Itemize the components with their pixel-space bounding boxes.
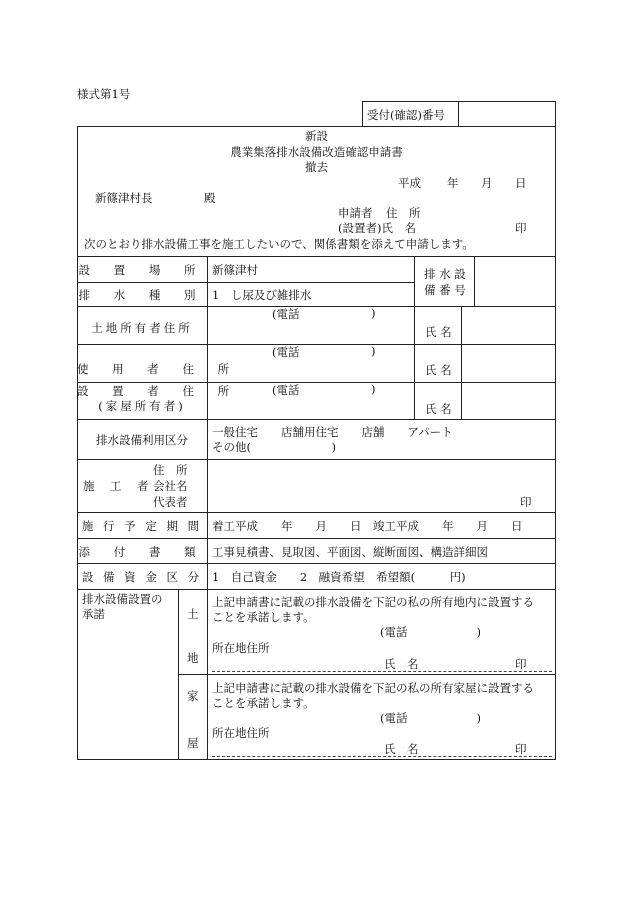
honorific: 殿: [204, 191, 216, 205]
form-number: 様式第1号: [77, 87, 131, 101]
house-seal: 印: [515, 742, 527, 756]
landowner-address-label: 土地所有者住所: [91, 321, 193, 335]
contractor-seal: 印: [520, 495, 532, 509]
house-owner-label: (家屋所有者): [98, 399, 186, 413]
house-address-label: 所在地住所: [212, 726, 270, 740]
location-label: 設 置 場 所: [78, 263, 206, 277]
land-address-label: 所在地住所: [212, 641, 270, 655]
seal-mark: 印: [515, 221, 527, 235]
user-address-field[interactable]: [212, 360, 407, 376]
land-consent-text-1: 上記申請書に記載の排水設備を下記の私の所有地内に設置する: [212, 595, 534, 609]
landowner-phone-open: (電話: [272, 307, 300, 321]
house-phone: (電話 ): [380, 711, 481, 725]
attachments-label: 添 付 書 類: [78, 545, 206, 559]
user-name-label: 氏 名: [425, 363, 452, 377]
date-era: 平成: [398, 176, 421, 190]
land-consent-text-2: ことを承諾します。: [212, 610, 315, 624]
installer-name-field[interactable]: [466, 398, 551, 414]
land-char-2: 地: [187, 651, 199, 665]
receipt-label: 受付(確認)番号: [367, 108, 445, 122]
installer-phone-open: (電話: [272, 383, 300, 397]
contractor-info-field[interactable]: [212, 462, 512, 508]
landowner-address-field[interactable]: [212, 322, 407, 338]
funding-category-value[interactable]: 1 自己資金 2 融資希望 希望額( 円): [212, 570, 466, 584]
consent-label-1: 排水設備設置の: [82, 592, 163, 606]
usage-other[interactable]: その他( ): [212, 440, 336, 454]
installer-address-label: 設 置 者 住 所: [77, 384, 240, 398]
addressee: 新篠津村長: [95, 191, 153, 205]
date-month: 月: [481, 176, 493, 190]
title-remove: 撤去: [305, 160, 328, 174]
contractor-rep-label: 代表者: [153, 495, 188, 509]
date-day: 日: [515, 176, 527, 190]
user-phone-open: (電話: [272, 345, 300, 359]
house-consent-text-1: 上記申請書に記載の排水設備を下記の私の所有家屋に設置する: [212, 681, 534, 695]
contractor-company-label: 会社名: [153, 479, 188, 493]
landowner-name-field[interactable]: [466, 322, 551, 338]
attachments-value: 工事見積書、見取図、平面図、縦断面図、構造詳細図: [212, 545, 488, 559]
installer-phone-close: ): [371, 382, 376, 396]
house-char-1: 家: [187, 689, 199, 703]
house-char-2: 屋: [187, 736, 199, 750]
land-phone: (電話 ): [380, 625, 481, 639]
drain-type-value: 1 し尿及び雑排水: [212, 288, 312, 302]
contractor-address-label: 住 所: [153, 463, 188, 477]
construction-period-value[interactable]: 着工平成 年 月 日 竣工平成 年 月 日: [212, 519, 523, 533]
form-title: 農業集落排水設備改造確認申請書: [230, 145, 403, 159]
house-consent-text-2: ことを承諾します。: [212, 696, 315, 710]
installer-address-field[interactable]: [212, 398, 407, 414]
contractor-label: 施 工 者: [83, 479, 151, 493]
user-phone-close: ): [371, 344, 376, 358]
landowner-name-label: 氏 名: [425, 325, 452, 339]
installer-name-label: (設置者)氏 名: [338, 221, 416, 235]
landowner-phone-close: ): [371, 306, 376, 320]
house-name-label: 氏 名: [384, 742, 419, 756]
location-value: 新篠津村: [212, 263, 258, 277]
land-char-1: 土: [187, 607, 199, 621]
equipment-number-label-1: 排 水 設: [424, 267, 466, 281]
user-address-label: 使 用 者 住 所: [77, 362, 240, 376]
drain-type-label: 排 水 種 別: [78, 288, 206, 302]
date-year: 年: [447, 176, 459, 190]
user-name-field[interactable]: [466, 360, 551, 376]
usage-options[interactable]: 一般住宅 店舗用住宅 店舗 アパート: [212, 425, 453, 439]
land-name-label: 氏 名: [384, 657, 419, 671]
intro-text: 次のとおり排水設備工事を施工したいので、関係書類を添えて申請します。: [84, 237, 474, 251]
consent-label-2: 承諾: [82, 607, 105, 621]
land-seal: 印: [515, 657, 527, 671]
equipment-number-field[interactable]: [480, 275, 550, 291]
installer-name-label: 氏 名: [425, 402, 452, 416]
applicant-label: 申請者: [338, 206, 373, 220]
equipment-number-label-2: 備 番 号: [424, 283, 466, 297]
title-new: 新設: [305, 129, 328, 143]
usage-category-label: 排水設備利用区分: [96, 433, 188, 447]
applicant-address-label: 住 所: [386, 206, 421, 220]
funding-category-label: 設 備 資 金 区 分: [81, 570, 203, 584]
construction-period-label: 施 行 予 定 期 間: [81, 519, 203, 533]
